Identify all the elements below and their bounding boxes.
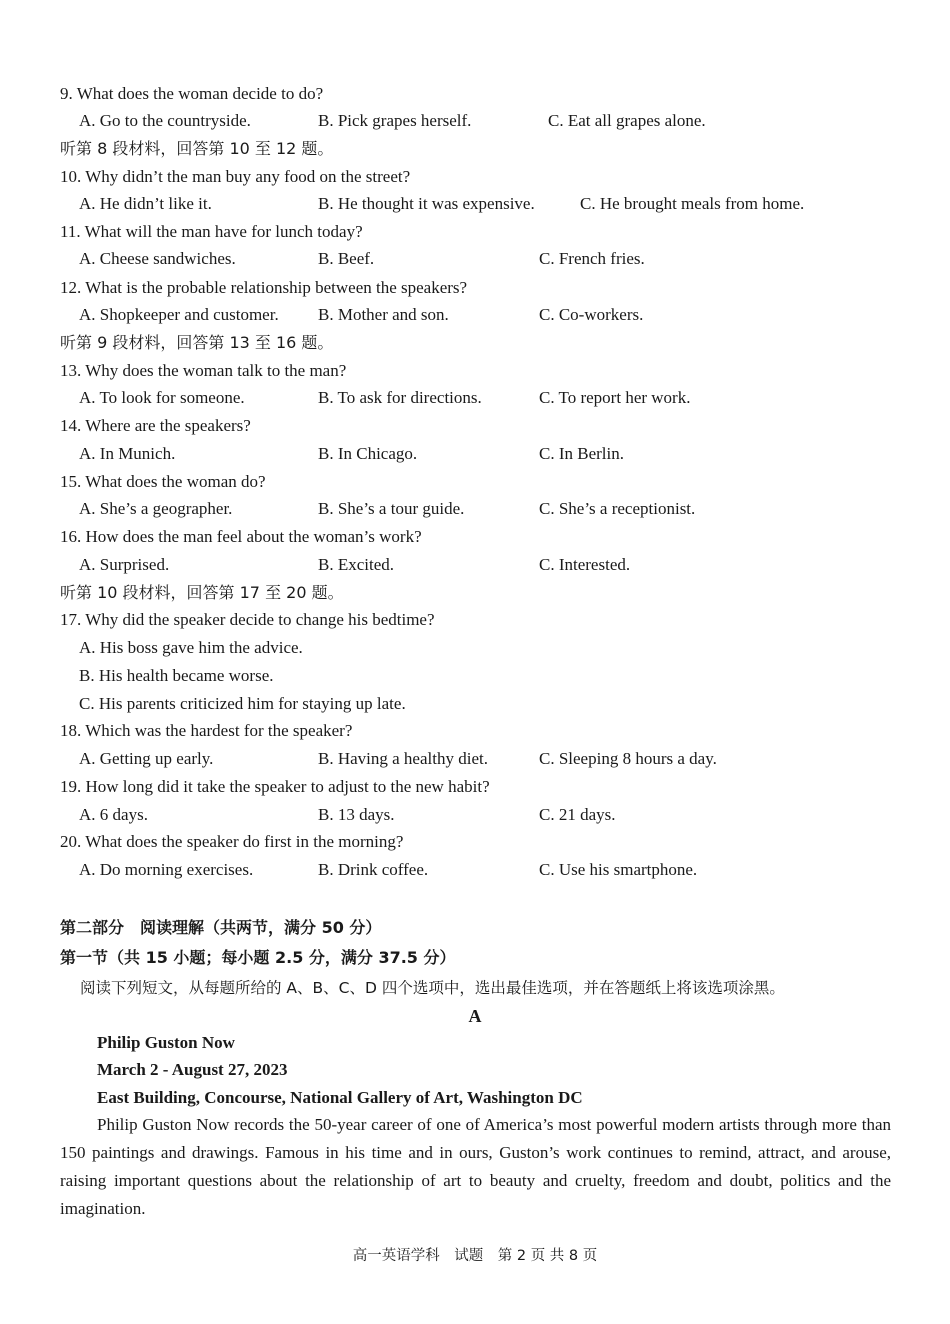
q12-option-b: B. Mother and son.	[318, 305, 449, 324]
q10-option-a: A. He didn’t like it.	[79, 194, 212, 213]
q18-option-c: C. Sleeping 8 hours a day.	[539, 749, 717, 768]
q11-option-b: B. Beef.	[318, 249, 375, 268]
page-footer: 高一英语学科 试题 第 2 页 共 8 页	[352, 1248, 598, 1264]
q14-option-b: B. In Chicago.	[318, 444, 418, 463]
q12-option-a: A. Shopkeeper and customer.	[79, 305, 279, 324]
q17-option-b: B. His health became worse.	[79, 666, 274, 685]
listen-prompt-10: 听第 10 段材料，回答第 17 至 20 题。	[60, 583, 344, 602]
listen-prompt-8: 听第 8 段材料，回答第 10 至 12 题。	[60, 139, 334, 158]
q10-option-b: B. He thought it was expensive.	[318, 194, 535, 213]
q15-option-c: C. She’s a receptionist.	[539, 499, 696, 518]
q17-option-a: A. His boss gave him the advice.	[79, 638, 303, 657]
reading-instruction: 阅读下列短文，从每题所给的 A、B、C、D 四个选项中，选出最佳选项，并在答题纸上将该选项涂黑。	[80, 979, 785, 997]
q16-option-b: B. Excited.	[318, 555, 395, 574]
q9-option-b: B. Pick grapes herself.	[318, 111, 472, 130]
q16-option-a: A. Surprised.	[79, 555, 170, 574]
q12-option-c: C. Co-workers.	[539, 305, 644, 324]
question-11: 11. What will the man have for lunch today?	[60, 222, 363, 241]
q20-option-a: A. Do morning exercises.	[79, 860, 254, 879]
question-18: 18. Which was the hardest for the speaker?	[60, 721, 353, 740]
q20-option-c: C. Use his smartphone.	[539, 860, 698, 879]
question-10: 10. Why didn’t the man buy any food on the street?	[60, 167, 411, 186]
q19-option-a: A. 6 days.	[79, 805, 148, 824]
q15-option-b: B. She’s a tour guide.	[318, 499, 465, 518]
question-14: 14. Where are the speakers?	[60, 416, 251, 435]
q11-option-a: A. Cheese sandwiches.	[79, 249, 236, 268]
passage-paragraph: Philip Guston Now records the 50-year career of one of America’s most powerful modern artists through more than 150 paintings and drawings. Famous in his time and in ours, Guston’s work continues to remind, attract, and arouse, raising important questions about the relationship of art to beauty and cruelty, freedom and doubt, politics and the imagination.	[60, 1115, 891, 1218]
question-9: 9. What does the woman decide to do?	[60, 84, 324, 103]
exhibit-title: Philip Guston Now	[97, 1033, 235, 1052]
q11-option-c: C. French fries.	[539, 249, 645, 268]
q18-option-a: A. Getting up early.	[79, 749, 214, 768]
part2-title: 第二部分 阅读理解（共两节，满分 50 分）	[60, 918, 382, 937]
q17-option-c: C. His parents criticized him for staying up late.	[79, 694, 406, 713]
exhibit-dates: March 2 - August 27, 2023	[97, 1060, 288, 1079]
q9-option-a: A. Go to the countryside.	[79, 111, 251, 130]
q9-option-c: C. Eat all grapes alone.	[548, 111, 706, 130]
q13-option-b: B. To ask for directions.	[318, 388, 482, 407]
q13-option-a: A. To look for someone.	[79, 388, 245, 407]
q14-option-a: A. In Munich.	[79, 444, 176, 463]
question-20: 20. What does the speaker do first in the morning?	[60, 832, 404, 851]
question-15: 15. What does the woman do?	[60, 472, 266, 491]
question-19: 19. How long did it take the speaker to adjust to the new habit?	[60, 777, 490, 796]
q19-option-c: C. 21 days.	[539, 805, 616, 824]
question-16: 16. How does the man feel about the woman’s work?	[60, 527, 422, 546]
question-13: 13. Why does the woman talk to the man?	[60, 361, 347, 380]
listen-prompt-9: 听第 9 段材料，回答第 13 至 16 题。	[60, 333, 334, 352]
section1-title: 第一节（共 15 小题；每小题 2.5 分，满分 37.5 分）	[60, 948, 456, 967]
q16-option-c: C. Interested.	[539, 555, 631, 574]
q19-option-b: B. 13 days.	[318, 805, 395, 824]
q10-option-c: C. He brought meals from home.	[580, 194, 805, 213]
q20-option-b: B. Drink coffee.	[318, 860, 429, 879]
exhibit-venue: East Building, Concourse, National Gallery of Art, Washington DC	[97, 1088, 583, 1107]
q14-option-c: C. In Berlin.	[539, 444, 624, 463]
question-12: 12. What is the probable relationship between the speakers?	[60, 278, 468, 297]
q15-option-a: A. She’s a geographer.	[79, 499, 233, 518]
passage-letter: A	[468, 1006, 482, 1026]
q13-option-c: C. To report her work.	[539, 388, 691, 407]
question-17: 17. Why did the speaker decide to change his bedtime?	[60, 610, 435, 629]
q18-option-b: B. Having a healthy diet.	[318, 749, 488, 768]
